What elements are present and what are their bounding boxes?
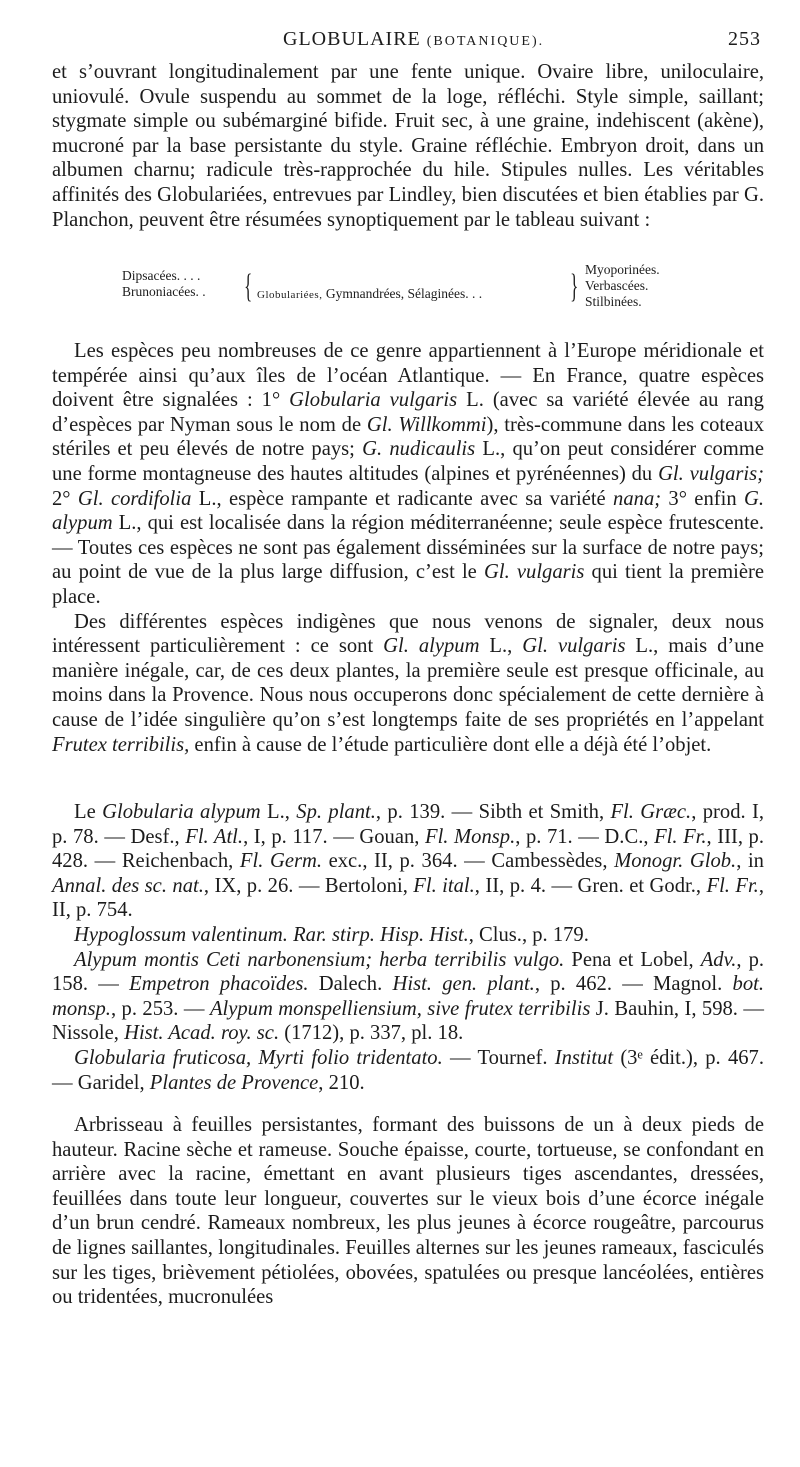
running-title-subtitle: (BOTANIQUE). (426, 34, 545, 49)
paragraph-intro (52, 60, 764, 232)
synoptic-center-family: Globulariées, (257, 289, 323, 301)
synoptic-left-item: Dipsacées. . . . (122, 268, 201, 283)
synoptic-right (585, 262, 660, 310)
brace-right: } (570, 268, 579, 305)
paragraph-species-distribution: Les espèces peu nombreuses de ce genre appartiennent à l’Europe méridionale et tempérée ainsi qu’aux îles de l’océan Atlantique. — En France, quatre espèces doivent être signalées : 1° Globularia vulgaris L. (avec sa variété élevée au rang d’espèces par Nyman sous le nom de Gl. Willkommi), très-commune dans les coteaux stériles et peu élevés de notre pays; G. nudicaulis L., qu’on peut considérer comme une forme montagneuse des hautes altitudes (alpines et pyrénéennes) du Gl. vulgaris; 2° Gl. cordifolia L., espèce rampante et radicante avec sa variété nana; 3° enfin G. alypum L., qui est localisée dans la région méditerranéenne; seule espèce frutescente. — Toutes ces espèces ne sont pas également disséminées sur la surface de notre pays; au point de vue de la plus large diffusion, c’est le Gl. vulgaris qui tient la première place. (52, 340, 764, 608)
synonymy-alypum: Alypum montis Ceti narbonensium; herba terribilis vulgo. Pena et Lobel, Adv., p. 158. — Empetron phacoïdes. Dalech. Hist. gen. plant., p. 462. — Magnol. bot. monsp., p. 253. — Alypum monspelliensium, sive frutex terribilis J. Bauhin, I, 598. — Nissole, Hist. Acad. roy. sc. (1712), p. 337, pl. 18. (52, 948, 765, 1045)
synonymy-hypoglossum: Hypoglossum valentinum. Rar. stirp. Hisp. Hist., Clus., p. 179. (74, 923, 589, 946)
paragraph-species (52, 339, 764, 757)
synoptic-center-rest: Gymnandrées, Sélaginées. . . (322, 286, 483, 301)
synoptic-left-item: Brunoniacées. . (122, 284, 206, 299)
synoptic-table (122, 262, 682, 318)
synonymy-block (52, 800, 764, 1095)
synoptic-right-item: Myoporinées. (585, 262, 660, 277)
running-title-main: GLOBULAIRE (283, 28, 421, 50)
synonymy-fruticosa: Globularia fruticosa, Myrti folio tridentato. — Tournef. Institut (3ᵉ édit.), p. 467. — Garidel, Plantes de Provence, 210. (52, 1046, 764, 1094)
brace-left: { (244, 268, 253, 305)
paragraph-species-interest: Des différentes espèces indigènes que nous venons de signaler, deux nous intéressent particulièrement : ce sont Gl. alypum L., Gl. vulgaris L., mais d’une manière inégale, car, de ces deux plantes, la première seule est presque officinale, au moins dans la Provence. Nous nous occuperons donc spécialement de cette dernière à cause de l’idée singulière qu’on s’est longtemps faite de ses propriétés en l’appelant Frutex terribilis, enfin à cause de l’étude particulière dont elle a déjà été l’objet. (52, 610, 764, 756)
synoptic-left (122, 268, 206, 300)
paragraph-description (52, 1113, 764, 1310)
paragraph-description-text: Arbrisseau à feuilles persistantes, formant des buissons de un à deux pieds de hauteur. Racine sèche et rameuse. Souche épaisse, courte, tortueuse, se confondant en arrière avec la racine, émettant en avant plusieurs tiges ascendantes, dressées, feuillées dans toute leur longueur, couvertes sur le vieux bois d’une écorce inégale d’un brun cendré. Rameaux nombreux, les plus jeunes à écorce rougeâtre, parcourus de lignes saillantes, longitudinales. Feuilles alternes sur les jeunes rameaux, fasciculés sur les tiges, brièvement pétiolées, obovées, spatulées ou presque lancéolées, entières ou tridentées, mucronulées (52, 1114, 764, 1309)
running-header (0, 28, 800, 54)
running-title (283, 28, 544, 51)
synoptic-right-item: Verbascées. (585, 278, 649, 293)
page-number: 253 (728, 28, 761, 50)
synonymy-references: Le Globularia alypum L., Sp. plant., p. 139. — Sibth et Smith, Fl. Græc., prod. I, p. 78. — Desf., Fl. Atl., I, p. 117. — Gouan, Fl. Monsp., p. 71. — D.C., Fl. Fr., III, p. 428. — Reichenbach, Fl. Germ. exc., II, p. 364. — Cambessèdes, Monogr. Glob., in Annal. des sc. nat., IX, p. 26. — Bertoloni, Fl. ital., II, p. 4. — Gren. et Godr., Fl. Fr., II, p. 754. (52, 801, 765, 922)
synoptic-right-item: Stilbinées. (585, 294, 642, 309)
paragraph-intro-text: et s’ouvrant longitudinalement par une fente unique. Ovaire libre, uniloculaire, uniovulé. Ovule suspendu au sommet de la loge, réfléchi. Style simple, saillant; stygmate simple ou subémarginé bifide. Fruit sec, à une graine, indehiscent (akène), mucroné par la base persistante du style. Graine réfléchie. Embryon droit, dans un albumen charnu; radicule très-rapprochée du hile. Stipules nulles. Les véritables affinités des Globulariées, entrevues par Lindley, bien discutées et bien établies par G. Planchon, peuvent être résumées synoptiquement par le tableau suivant : (52, 61, 764, 231)
synoptic-center (257, 286, 482, 303)
